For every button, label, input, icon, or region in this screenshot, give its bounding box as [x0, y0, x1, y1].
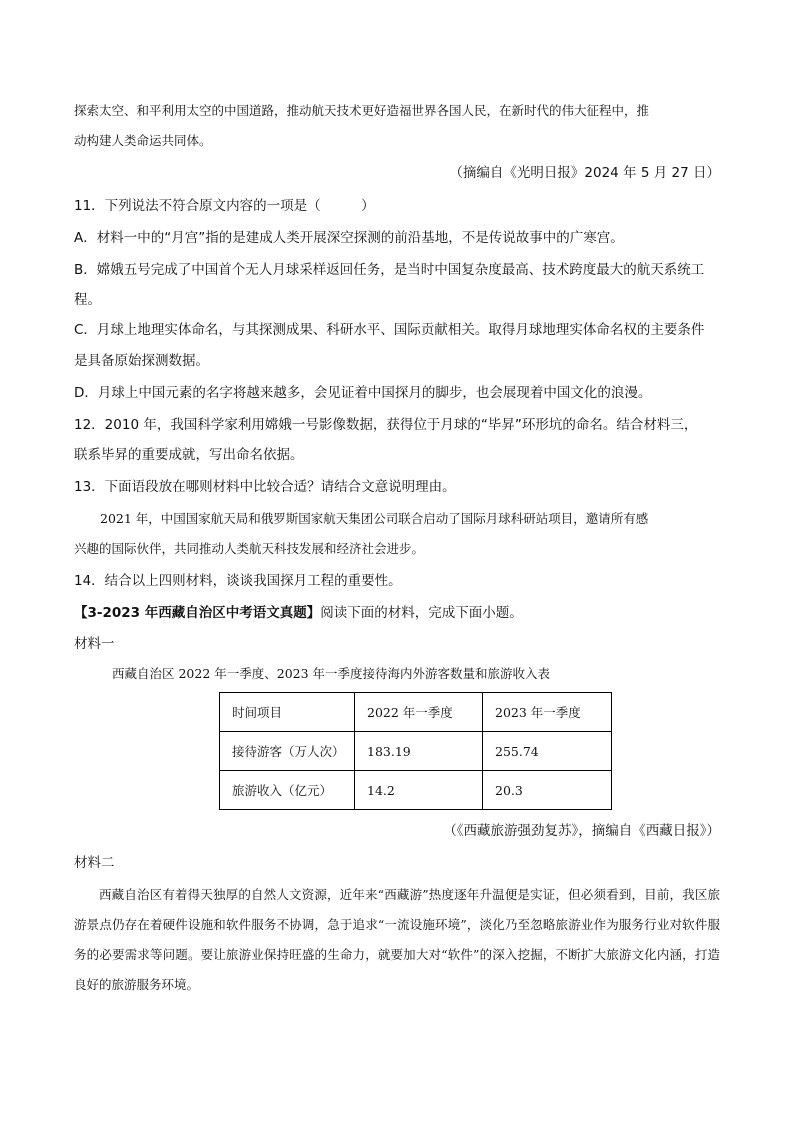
question-13-passage-line-2: 兴趣的国际伙伴，共同推动人类航天科技发展和经济社会进步。 [74, 541, 425, 556]
table-header-cell: 时间项目 [220, 693, 355, 732]
source-citation-2: （《西藏旅游强劲复苏》，摘编自《西藏日报》） [443, 823, 720, 839]
table-cell: 255.74 [483, 732, 612, 771]
table-row [220, 732, 612, 771]
question-14: 14．结合以上四则材料，谈谈我国探月工程的重要性。 [74, 573, 402, 589]
section-3-instruction: 阅读下面的材料，完成下面小题。 [320, 605, 523, 621]
table-header-row [220, 693, 612, 732]
table-header-cell: 2022 年一季度 [355, 693, 483, 732]
question-11-option-c-line-1: C．月球上地理实体命名，与其探测成果、科研水平、国际贡献相关。取得月球地理实体命名权的主要条件 [74, 322, 705, 338]
material-2-text: 西藏自治区有着得天独厚的自然人文资源，近年来“西藏游”热度逐年升温便是实证，但必须看到，目前，我区旅游景点仍存在着硬件设施和软件服务不协调，急于追求“一流设施环境”，淡化乃至忽略旅游业作为服务行业对软件服务的必要需求等问题。要让旅游业保持旺盛的生命力，就要加大对“软件”的深入挖掘，不断扩大旅游文化内涵，打造良好的旅游服务环境。 [74, 887, 720, 992]
table-cell: 14.2 [355, 771, 483, 810]
table-caption: 西藏自治区 2022 年一季度、2023 年一季度接待海内外游客数量和旅游收入表 [112, 666, 551, 681]
top-paragraph-line-1: 探索太空、和平利用太空的中国道路，推动航天技术更好造福世界各国人民，在新时代的伟大征程中，推 [74, 103, 650, 118]
material-1-label: 材料一 [74, 636, 115, 652]
material-2-paragraph [74, 880, 720, 1000]
material-2-label: 材料二 [74, 855, 115, 871]
question-13-passage-line-1: 2021 年，中国国家航天局和俄罗斯国家航天集团公司联合启动了国际月球科研站项目，邀请所有感 [100, 511, 649, 526]
table-cell: 20.3 [483, 771, 612, 810]
table-cell: 接待游客（万人次） [220, 732, 355, 771]
table-cell: 旅游收入（亿元） [220, 771, 355, 810]
question-11-option-a: A．材料一中的“月宫”指的是建成人类开展深空探测的前沿基地，不是传说故事中的广寒宫。 [74, 230, 624, 246]
table-row [220, 771, 612, 810]
table-header-cell: 2023 年一季度 [483, 693, 612, 732]
question-11-option-b-line-1: B．嫦娥五号完成了中国首个无人月球采样返回任务，是当时中国复杂度最高、技术跨度最大的航天系统工 [74, 262, 705, 278]
question-11-option-d: D．月球上中国元素的名字将越来越多，会见证着中国探月的脚步，也会展现着中国文化的浪漫。 [74, 385, 652, 401]
question-11-option-b-line-2: 程。 [74, 292, 101, 308]
top-paragraph-line-2: 动构建人类命运共同体。 [74, 133, 212, 148]
question-12-line-1: 12．2010 年，我国科学家利用嫦娥一号影像数据，获得位于月球的“毕昇”环形坑的命名。结合材料三， [74, 417, 698, 433]
question-12-line-2: 联系毕昇的重要成就，写出命名依据。 [74, 447, 304, 463]
tourism-data-table [219, 692, 612, 810]
question-11-stem: 11．下列说法不符合原文内容的一项是（ ） [74, 198, 375, 214]
section-3-heading [74, 603, 523, 623]
section-3-tag: 【3-2023 年西藏自治区中考语文真题】 [74, 605, 321, 621]
question-13-stem: 13．下面语段放在哪则材料中比较合适？请结合文意说明理由。 [74, 479, 456, 495]
source-citation-1: （摘编自《光明日报》2024 年 5 月 27 日） [449, 165, 720, 181]
question-11-option-c-line-2: 是具备原始探测数据。 [74, 353, 209, 369]
table-cell: 183.19 [355, 732, 483, 771]
